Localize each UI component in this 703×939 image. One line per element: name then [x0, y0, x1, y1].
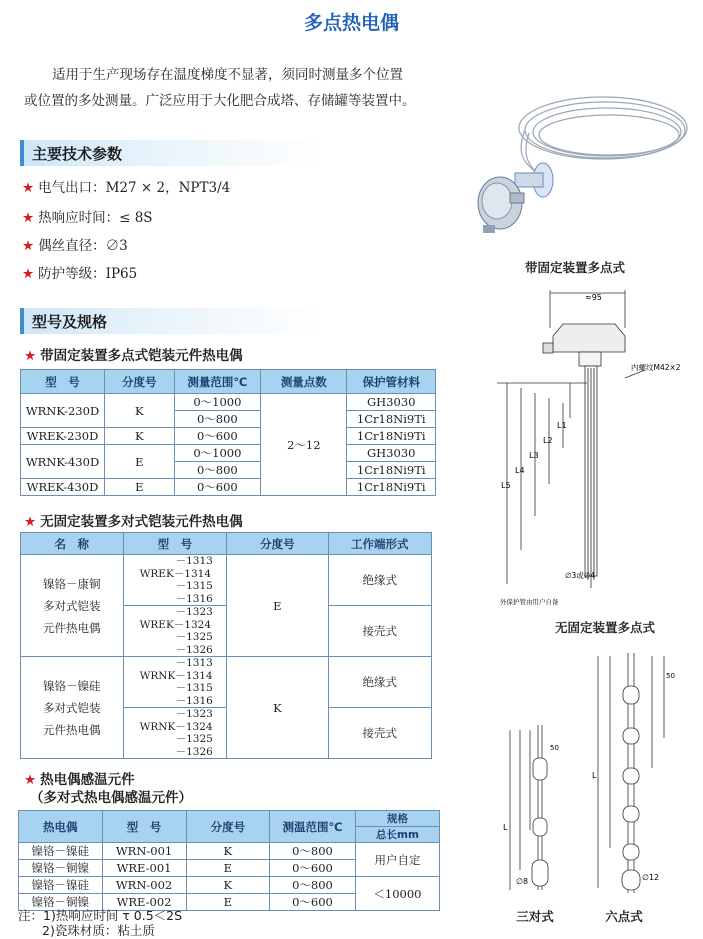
- cell-range: 0～600: [270, 894, 356, 911]
- star-icon: ★: [22, 266, 35, 282]
- cell-model: WREK-430D: [21, 479, 105, 496]
- cell-grad: K: [186, 843, 270, 860]
- cell-range: 0～600: [174, 428, 261, 445]
- intro-text: [24, 62, 444, 114]
- cell-grad: K: [104, 428, 174, 445]
- cell-form: 绝缘式: [328, 657, 431, 708]
- dim-l3: L3: [529, 451, 539, 460]
- cell-grad: K: [227, 657, 328, 759]
- col-header: 保护管材料: [347, 370, 436, 394]
- cell-model: WRE-001: [102, 860, 186, 877]
- star-icon: ★: [22, 210, 35, 226]
- cell-range: 0～1000: [174, 394, 261, 411]
- col-header: 型 号: [123, 533, 227, 555]
- intro-line-1: 适用于生产现场存在温度梯度不显著，须同时测量多个位置: [52, 67, 403, 83]
- col-header: 规格: [355, 811, 439, 827]
- cell-points: 2～12: [261, 394, 347, 496]
- figure-caption: 三对式: [516, 909, 554, 924]
- col-header: 总长mm: [355, 827, 439, 843]
- cell-length: ＜10000: [355, 877, 439, 911]
- page-title: 多点热电偶: [303, 12, 399, 34]
- col-header: 分度号: [104, 370, 174, 394]
- col-header: 分度号: [186, 811, 270, 843]
- figure-caption: 六点式: [605, 909, 643, 924]
- head-outline: [553, 324, 625, 352]
- col-header: 名 称: [21, 533, 124, 555]
- cell-model: WRNK-430D: [21, 445, 105, 479]
- d8-label: ∅8: [516, 877, 529, 886]
- param-item: ★ 防护等级：IP65: [22, 266, 138, 282]
- table2-heading: ★ 无固定装置多对式铠装元件热电偶: [24, 514, 243, 530]
- cell-material: GH3030: [347, 445, 436, 462]
- cell-form: 接壳式: [328, 708, 431, 759]
- section-header-params: [20, 140, 324, 166]
- section-header-models: [20, 308, 324, 334]
- cell-model: －1313 WREK－1314 －1315 －1316: [123, 555, 227, 606]
- table1-heading: ★ 带固定装置多点式铠装元件热电偶: [24, 348, 243, 364]
- table3-subheading: （多对式热电偶感温元件）: [30, 790, 192, 806]
- cell-material: GH3030: [347, 394, 436, 411]
- col-header: 测量点数: [261, 370, 347, 394]
- col-header: 工作端形式: [328, 533, 431, 555]
- cell-material: 1Cr18Ni9Ti: [347, 428, 436, 445]
- dim-l1: L1: [557, 421, 567, 430]
- cell-tc: 镍铬－镍硅: [19, 843, 103, 860]
- cell-range: 0～800: [270, 877, 356, 894]
- param-item: ★ 热响应时间：≤ 8S: [22, 210, 153, 226]
- drawing-six-point: [590, 648, 690, 900]
- cell-material: 1Cr18Ni9Ti: [347, 479, 436, 496]
- section-title: 型号及规格: [32, 313, 108, 331]
- cell-tc: 镍铬－铜镍: [19, 894, 103, 911]
- dim-l5: L5: [501, 481, 511, 490]
- param-item: ★ 电气出口：M27 × 2，NPT3/4: [22, 180, 231, 196]
- cell-range: 0～600: [270, 860, 356, 877]
- star-icon: ★: [22, 238, 35, 254]
- dim-50: 50: [666, 672, 675, 680]
- dim-l2: L2: [543, 436, 553, 445]
- col-header: 型 号: [21, 370, 105, 394]
- cell-tc: 镍铬－镍硅: [19, 877, 103, 894]
- cell-tc: 镍铬－铜镍: [19, 860, 103, 877]
- star-icon: ★: [24, 772, 37, 788]
- table-multipair: [20, 532, 432, 759]
- star-icon: ★: [24, 514, 37, 530]
- dim-50: 50: [550, 744, 559, 752]
- cell-form: 绝缘式: [328, 555, 431, 606]
- cell-material: 1Cr18Ni9Ti: [347, 411, 436, 428]
- cell-model: －1323 WREK－1324 －1325 －1326: [123, 606, 227, 657]
- col-header: 型 号: [102, 811, 186, 843]
- d12-label: ∅12: [642, 873, 660, 882]
- figure-caption: 无固定装置多点式: [554, 620, 655, 635]
- cell-name: 镍铬－镍硅 多对式铠装 元件热电偶: [21, 657, 124, 759]
- star-icon: ★: [22, 180, 35, 196]
- dim-95-label: ≈95: [585, 293, 602, 302]
- intro-line-2: 或位置的多处测量。广泛应用于大化肥合成塔、存储罐等装置中。: [24, 93, 416, 109]
- cell-grad: E: [186, 860, 270, 877]
- cell-model: WRN-001: [102, 843, 186, 860]
- table-sensing-elements: [18, 810, 440, 911]
- cell-grad: K: [104, 394, 174, 428]
- drawing-three-pair: [500, 720, 575, 898]
- cell-model: WREK-230D: [21, 428, 105, 445]
- figure-caption: 带固定装置多点式: [524, 260, 625, 275]
- cell-range: 0～600: [174, 479, 261, 496]
- col-header: 测温范围℃: [270, 811, 356, 843]
- param-item: ★ 偶丝直径：∅3: [22, 238, 128, 254]
- col-header: 热电偶: [19, 811, 103, 843]
- drawing-no-fixed-device: [495, 288, 700, 613]
- note-1: 注：1)热响应时间 τ 0.5＜2S: [18, 908, 183, 923]
- cell-grad: E: [104, 479, 174, 496]
- table-fixed-multipoint: [20, 369, 436, 496]
- product-photo: [455, 85, 695, 250]
- cell-range: 0～800: [270, 843, 356, 860]
- col-header: 测量范围℃: [174, 370, 261, 394]
- dim-l4: L4: [515, 466, 525, 475]
- cell-model: WRE-002: [102, 894, 186, 911]
- cell-form: 接壳式: [328, 606, 431, 657]
- cell-grad: K: [186, 877, 270, 894]
- cell-range: 0～1000: [174, 445, 261, 462]
- note-2: 2)瓷珠材质：粘土质: [42, 923, 155, 938]
- dim-l: L: [503, 823, 508, 832]
- table3-heading: ★ 热电偶感温元件: [24, 772, 135, 788]
- cell-length: 用户自定: [355, 843, 439, 877]
- cell-grad: E: [104, 445, 174, 479]
- cell-model: －1313 WRNK－1314 －1315 －1316: [123, 657, 227, 708]
- thread-label: 内螺纹M42×2: [631, 363, 681, 372]
- cell-range: 0～800: [174, 462, 261, 479]
- tube-note: 外保护管由用户自备: [500, 598, 559, 606]
- dim-l: L: [592, 771, 597, 780]
- cell-model: －1323 WRNK－1324 －1325 －1326: [123, 708, 227, 759]
- cell-model: WRNK-230D: [21, 394, 105, 428]
- cell-grad: E: [186, 894, 270, 911]
- cell-range: 0～800: [174, 411, 261, 428]
- cell-material: 1Cr18Ni9Ti: [347, 462, 436, 479]
- cell-grad: E: [227, 555, 328, 657]
- tip-label: ∅3或∅4: [565, 571, 596, 580]
- cell-model: WRN-002: [102, 877, 186, 894]
- star-icon: ★: [24, 348, 37, 364]
- flange: [515, 163, 553, 197]
- section-title: 主要技术参数: [32, 145, 123, 163]
- col-header: 分度号: [227, 533, 328, 555]
- cell-name: 镍铬－康铜 多对式铠装 元件热电偶: [21, 555, 124, 657]
